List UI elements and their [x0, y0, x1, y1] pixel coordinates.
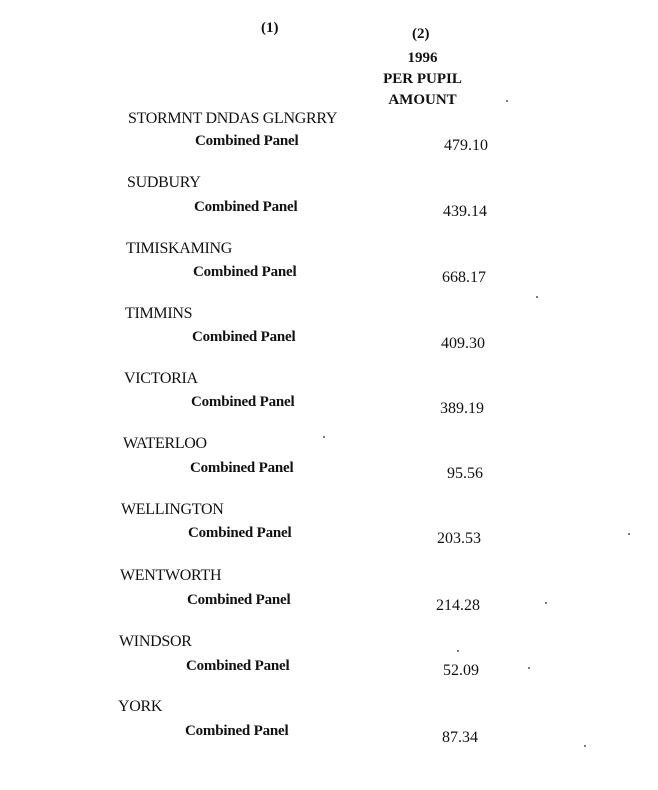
- region-name: SUDBURY: [127, 174, 201, 191]
- per-pupil-amount: 52.09: [443, 662, 479, 679]
- per-pupil-amount: 87.34: [442, 729, 478, 746]
- header-amount: AMOUNT: [388, 92, 457, 108]
- panel-label: Combined Panel: [195, 133, 299, 149]
- column-label-2: (2): [412, 26, 430, 42]
- panel-label: Combined Panel: [185, 723, 289, 739]
- scan-speck: [323, 436, 325, 438]
- per-pupil-amount: 389.19: [440, 400, 484, 417]
- scan-speck: [457, 650, 459, 652]
- region-name: WINDSOR: [119, 633, 192, 650]
- panel-label: Combined Panel: [186, 658, 290, 674]
- region-name: STORMNT DNDAS GLNGRRY: [128, 110, 338, 127]
- per-pupil-amount: 203.53: [437, 530, 481, 547]
- panel-label: Combined Panel: [190, 460, 294, 476]
- per-pupil-amount: 668.17: [442, 269, 486, 286]
- panel-label: Combined Panel: [193, 264, 297, 280]
- panel-label: Combined Panel: [192, 329, 296, 345]
- per-pupil-amount: 479.10: [444, 137, 488, 154]
- region-name: WENTWORTH: [120, 567, 222, 584]
- per-pupil-amount: 214.28: [436, 597, 480, 614]
- column-2-header: [350, 48, 495, 111]
- scan-speck: [528, 667, 530, 669]
- per-pupil-amount: 409.30: [441, 335, 485, 352]
- scan-speck: [545, 602, 547, 604]
- scan-speck: [536, 296, 538, 298]
- panel-label: Combined Panel: [191, 394, 295, 410]
- region-name: YORK: [118, 698, 163, 715]
- per-pupil-amount: 439.14: [443, 203, 487, 220]
- scan-speck: [628, 533, 630, 535]
- region-name: TIMMINS: [125, 305, 193, 322]
- header-per-pupil: PER PUPIL: [383, 71, 462, 87]
- region-name: VICTORIA: [124, 370, 198, 387]
- scan-speck: [506, 100, 508, 102]
- scan-speck: [584, 745, 586, 747]
- panel-label: Combined Panel: [188, 525, 292, 541]
- per-pupil-amount: 95.56: [447, 465, 483, 482]
- column-label-1: (1): [261, 20, 279, 36]
- region-name: WELLINGTON: [121, 501, 224, 518]
- header-year: 1996: [407, 50, 438, 66]
- panel-label: Combined Panel: [194, 199, 298, 215]
- panel-label: Combined Panel: [187, 592, 291, 608]
- region-name: WATERLOO: [123, 435, 207, 452]
- region-name: TIMISKAMING: [126, 240, 233, 257]
